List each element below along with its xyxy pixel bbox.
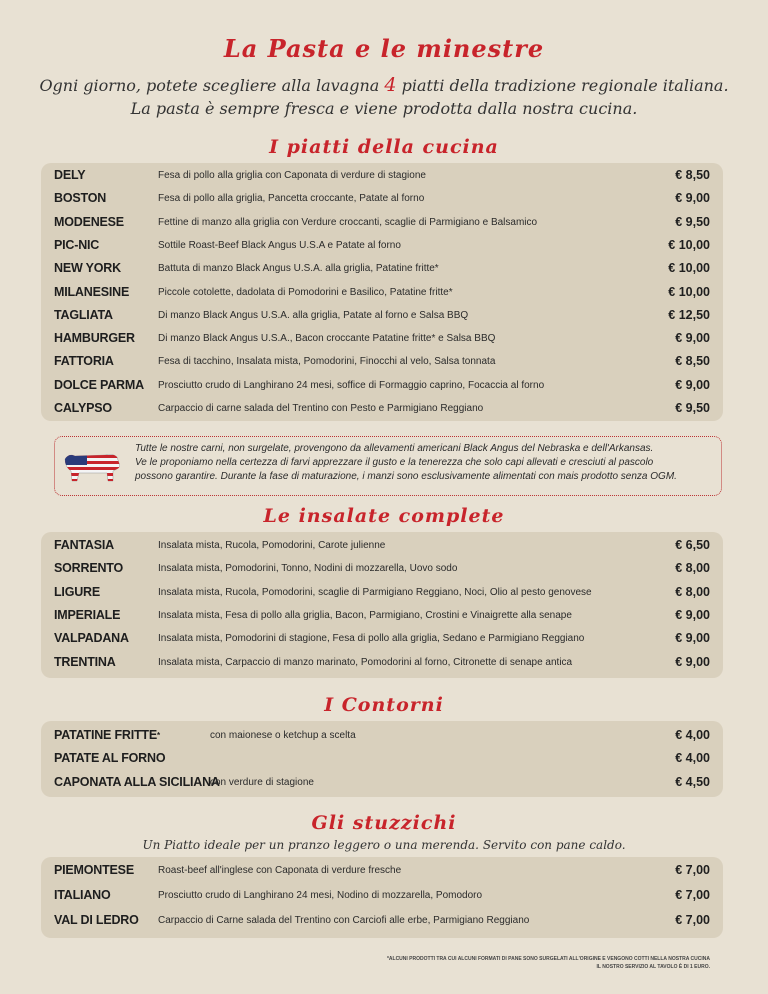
footnote-line1: *ALCUNI PRODOTTI TRA CUI ALCUNI FORMATI DI PANE SONO SURGELATI ALL'ORIGINE E VENGONO COTTI NELLA NOSTRA CUCINA	[386, 956, 710, 962]
menu-item-description: Fesa di pollo alla griglia con Caponata di verdure di stagione	[158, 170, 426, 181]
menu-item-description: Fesa di tacchino, Insalata mista, Pomodorini, Finocchi al velo, Salsa tonnata	[158, 356, 496, 368]
menu-item-price: € 7,00	[675, 888, 710, 902]
menu-item-name-text: PATATE AL FORNO	[54, 751, 166, 766]
intro-number: 4	[384, 74, 397, 96]
menu-item-price: € 8,50	[675, 168, 710, 182]
menu-item-name-text: LIGURE	[54, 584, 101, 599]
menu-item-price: € 9,00	[675, 377, 710, 392]
menu-item-price: € 9,50	[675, 214, 710, 229]
menu-item-row	[41, 627, 723, 650]
menu-item-description: Insalata mista, Pomodorini di stagione, Fesa di pollo alla griglia, Sedano e Parmigiano Reggiano	[158, 633, 585, 645]
menu-item-description: Prosciutto crudo di Langhirano 24 mesi, soffice di Formaggio caprino, Focaccia al forno	[158, 379, 545, 391]
stuzzichi-panel	[41, 857, 723, 938]
menu-item-name-text: TRENTINA	[54, 654, 116, 669]
menu-item-description: Piccole cotolette, dadolata di Pomodorini e Basilico, Patatine fritte*	[158, 286, 453, 298]
menu-item-name	[54, 327, 135, 350]
menu-item-name	[54, 771, 220, 794]
menu-item-price: € 9,00	[675, 654, 710, 669]
note-line1: Tutte le nostre carni, non surgelate, provengono da allevamenti americani Black Angus del Nebraska e dell'Arkansas.	[135, 443, 654, 454]
menu-item-price: € 6,50	[675, 538, 710, 552]
menu-item-description: Roast-beef all'inglese con Caponata di verdure fresche	[158, 865, 402, 876]
section-title-stuzzichi: Gli stuzzichi	[311, 812, 457, 834]
menu-item-row	[41, 327, 723, 350]
menu-item-name	[54, 859, 134, 882]
menu-item-name	[54, 234, 99, 257]
menu-item-name	[54, 557, 123, 580]
menu-item-row	[41, 397, 723, 420]
menu-item-name-text: DELY	[54, 168, 86, 182]
menu-item-description: Insalata mista, Pomodorini, Tonno, Nodini di mozzarella, Uovo sodo	[158, 563, 458, 575]
menu-item-row	[41, 257, 723, 280]
menu-item-name	[54, 627, 129, 650]
menu-item-name-text: HAMBURGER	[54, 331, 135, 346]
menu-item-name	[54, 909, 139, 932]
intro-line2: La pasta è sempre fresca e viene prodotta dalla nostra cucina.	[130, 99, 638, 118]
menu-item-name	[54, 581, 100, 604]
menu-item-name	[54, 187, 106, 210]
menu-item-price: € 8,00	[675, 561, 710, 576]
menu-item-name-text: MILANESINE	[54, 284, 130, 299]
menu-item-description: Battuta di manzo Black Angus U.S.A. alla griglia, Patatine fritte*	[158, 263, 439, 275]
menu-item-price: € 9,00	[675, 191, 710, 206]
menu-item-price: € 10,00	[668, 284, 710, 299]
menu-item-name-text: DOLCE PARMA	[54, 377, 144, 392]
menu-item-row	[41, 581, 723, 604]
section-title-insalate: Le insalate complete	[263, 505, 505, 527]
menu-item-description: Insalata mista, Rucola, Pomodorini, scaglie di Parmigiano Reggiano, Noci, Olio al pesto genovese	[158, 586, 592, 598]
menu-item-price: € 8,50	[675, 354, 710, 369]
menu-item-name-text: BOSTON	[54, 191, 107, 206]
menu-item-description: Prosciutto crudo di Langhirano 24 mesi, Nodino di mozzarella, Pomodoro	[158, 890, 483, 901]
menu-item-row	[41, 164, 723, 187]
contorni-panel	[41, 721, 723, 797]
cucina-panel	[41, 163, 723, 421]
menu-item-name-text: IMPERIALE	[54, 607, 121, 622]
menu-item-name	[54, 534, 114, 557]
menu-item-price: € 4,00	[675, 751, 710, 766]
menu-item-row	[41, 604, 723, 627]
menu-item-row	[41, 651, 723, 674]
menu-item-price: € 9,00	[675, 631, 710, 646]
menu-item-price: € 9,00	[675, 607, 710, 622]
menu-item-name-text: PATATINE FRITTE	[54, 728, 158, 742]
menu-item-description: Fettine di manzo alla griglia con Verdure croccanti, scaglie di Parmigiano e Balsamico	[158, 216, 538, 228]
menu-item-name-text: TAGLIATA	[54, 307, 113, 322]
page-title: La Pasta e le minestre	[223, 34, 545, 63]
note-line3: possono garantire. Durante la fase di maturazione, i manzi sono esclusivamente alimentati con mais prodotto senza OGM.	[135, 471, 677, 482]
menu-item-price: € 12,50	[668, 307, 710, 322]
menu-item-row	[41, 724, 723, 747]
menu-item-name-text: VALPADANA	[54, 631, 129, 646]
menu-item-description: con verdure di stagione	[210, 776, 314, 788]
menu-item-name-text: NEW YORK	[54, 261, 121, 276]
menu-item-name-text: CAPONATA ALLA SICILIANA	[54, 774, 220, 789]
menu-item-name-text: FANTASIA	[54, 538, 114, 552]
footnote	[387, 955, 710, 971]
menu-item-row	[41, 281, 723, 304]
menu-item-row	[41, 859, 723, 882]
menu-item-name-text: PIEMONTESE	[54, 863, 134, 877]
menu-item-name-text: VAL DI LEDRO	[54, 913, 139, 927]
footnote-line2: IL NOSTRO SERVIZIO AL TAVOLO È DI 1 EURO.	[596, 964, 710, 970]
menu-item-name	[54, 257, 121, 280]
menu-item-name-text: CALYPSO	[54, 401, 112, 415]
menu-item-price: € 8,00	[675, 584, 710, 599]
intro-text	[0, 74, 768, 120]
menu-item-row	[41, 211, 723, 234]
usa-flag-cow-icon	[61, 451, 123, 483]
menu-item-row	[41, 534, 723, 557]
menu-item-description: Insalata mista, Rucola, Pomodorini, Carote julienne	[158, 540, 386, 551]
menu-item-price: € 9,50	[675, 401, 710, 415]
menu-item-name-text: MODENESE	[54, 214, 124, 229]
menu-item-name-text: PIC-NIC	[54, 237, 100, 252]
menu-item-name-text: ITALIANO	[54, 888, 111, 902]
menu-item-name	[54, 164, 85, 187]
menu-item-name	[54, 651, 116, 674]
menu-item-row	[41, 350, 723, 373]
stuzzichi-subtitle: Un Piatto ideale per un pranzo leggero o una merenda. Servito con pane caldo.	[142, 838, 626, 852]
menu-item-name-text: FATTORIA	[54, 354, 114, 369]
intro-line1a: Ogni giorno, potete scegliere alla lavagna	[39, 76, 385, 95]
menu-item-name	[54, 350, 114, 373]
menu-item-description: Fesa di pollo alla griglia, Pancetta croccante, Patate al forno	[158, 193, 425, 205]
menu-item-name	[54, 724, 160, 747]
menu-item-row	[41, 884, 723, 907]
menu-item-name	[54, 397, 112, 420]
menu-item-description: Carpaccio di carne salada del Trentino con Pesto e Parmigiano Reggiano	[158, 403, 484, 414]
menu-item-price: € 4,00	[675, 728, 710, 742]
menu-item-description: con maionese o ketchup a scelta	[210, 730, 356, 741]
section-title-cucina: I piatti della cucina	[269, 136, 499, 158]
frozen-mark: *	[157, 731, 160, 740]
menu-item-description: Insalata mista, Carpaccio di manzo marinato, Pomodorini al forno, Citronette di senape antica	[158, 656, 573, 668]
menu-item-row	[41, 557, 723, 580]
section-title-contorni: I Contorni	[324, 694, 444, 716]
menu-item-price: € 4,50	[675, 774, 710, 789]
menu-item-name	[54, 604, 120, 627]
menu-item-description: Di manzo Black Angus U.S.A. alla griglia, Patate al forno e Salsa BBQ	[158, 309, 469, 321]
beef-note	[54, 436, 722, 496]
note-line2: Ve le proponiamo nella certezza di farvi apprezzare il gusto e la tenerezza che solo capi allevati e cresciuti al pascolo	[135, 457, 654, 468]
menu-item-row	[41, 187, 723, 210]
menu-item-price: € 10,00	[668, 237, 710, 252]
menu-item-description: Di manzo Black Angus U.S.A., Bacon croccante Patatine fritte* e Salsa BBQ	[158, 333, 496, 345]
menu-item-name	[54, 211, 124, 234]
intro-line1b: piatti della tradizione regionale italiana.	[396, 76, 729, 95]
menu-item-row	[41, 909, 723, 932]
menu-item-description: Insalata mista, Fesa di pollo alla griglia, Bacon, Parmigiano, Crostini e Vinaigrette alla senape	[158, 609, 572, 621]
menu-item-description: Sottile Roast-Beef Black Angus U.S.A e Patate al forno	[158, 239, 401, 251]
menu-item-name	[54, 747, 165, 770]
menu-item-row	[41, 747, 723, 770]
menu-item-name	[54, 281, 129, 304]
menu-item-description: Carpaccio di Carne salada del Trentino con Carciofi alle erbe, Parmigiano Reggiano	[158, 915, 530, 926]
menu-item-price: € 7,00	[675, 913, 710, 927]
menu-item-row	[41, 374, 723, 397]
menu-item-price: € 7,00	[675, 863, 710, 877]
menu-item-name	[54, 884, 111, 907]
menu-item-row	[41, 234, 723, 257]
menu-item-row	[41, 304, 723, 327]
note-text	[135, 442, 715, 484]
menu-item-name	[54, 374, 144, 397]
menu-item-price: € 9,00	[675, 331, 710, 346]
menu-item-name-text: SORRENTO	[54, 561, 124, 576]
menu-item-price: € 10,00	[668, 261, 710, 276]
menu-item-name	[54, 304, 113, 327]
insalate-panel	[41, 532, 723, 678]
menu-item-row	[41, 771, 723, 794]
